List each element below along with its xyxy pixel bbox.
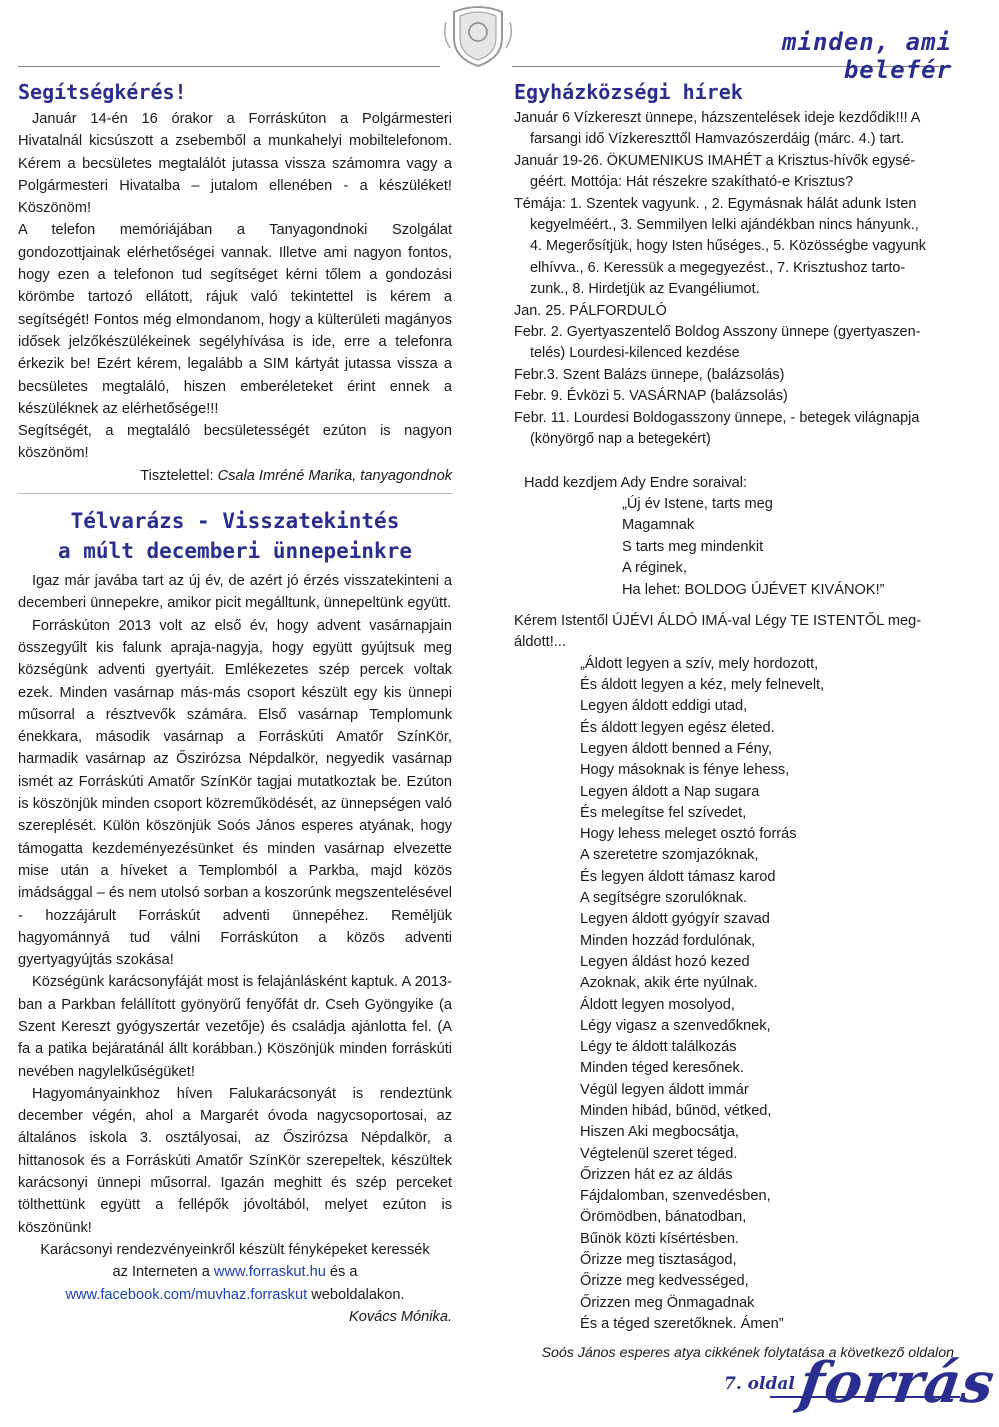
poem-line: A szeretetre szomjazóknak, [580,847,759,864]
poem-line: A réginek, [622,560,687,577]
coat-of-arms-icon [440,2,516,68]
poem-line: Őrizze meg kedvességed, [580,1273,749,1290]
help-paragraph-3: Segítségét, a megtaláló becsületességét ezúton is nagyon köszönöm! [18,423,452,462]
poem-line: És áldott legyen egész életed. [580,719,775,736]
help-title: Segítségkérés! [18,80,187,104]
help-paragraph-1: Január 14-én 16 órakor a Forráskúton a Polgármesteri Hivatalnál kicsúszott a zsebemből a munkahelyi mobiltelefonom. Kérem a becsületes megtalálót jutassa vissza számomra vagy a Polgármesteri Hivatalba – jutalom ellenében - a készüléket! Köszönöm! [18,111,452,217]
poem-line: Ha lehet: BOLDOG ÚJÉVET KIVÁNOK!” [622,581,885,598]
news-line: farsangi idő Vízkereszttől Hamvazószerdáig (márc. 4.) tart. [530,131,905,148]
poem-line: Őrizzen meg Önmagadnak [580,1294,755,1311]
poem-line: Örömödben, bánatodban, [580,1209,747,1226]
winter-paragraph-2: Forráskúton 2013 volt az első év, hogy advent vasárnapjain összegyűlt kis falunk apraja-nagyja, hogy együtt gyújtsuk meg községünk adventi gyertyáit. Emlékezetes szép percek voltak ezek. Minden vasárnap más-más csoport készült egy kis ünnepi műsorral a résztvevők számára. Első vasárnap Templomunk énekkara, második vasárnap a Forráskúti Amatőr SzínKör, harmadik vasárnap az Őszirózsa Népdalkör, negyedik vasárnap ismét az Forráskúti Amatőr SzínKör tagjai mutatkoztak be. Ezúton is köszönjük minden csoport közreműködését, az ünnepségen való szereplését. Külön köszönjük Soós János esperes atyának, hogy támogatta kezdeményezésünket és minden vasárnap elvezette mise után a híveket a Templomból a Parkba, majd közös imádsággal – és nem utolsó sorban a koszorúnk megszentelésével - hozzájárult Forráskút adventi ünnepéhez. Reméljük hagyománnyá tud válni Forráskúton a közös adventi gyertyagyújtás szokása! [18,617,453,969]
poem-line: Őrizzen hát ez az áldás [580,1166,733,1183]
poem-line: Végül legyen áldott immár [580,1081,749,1098]
help-signature [18,465,452,487]
news-title: Egyházközségi hírek [514,80,743,104]
poem-line: Hogy másoknak is fénye lehess, [580,762,790,779]
right-column [514,80,954,1364]
poem-line: És melegítse fel szívedet, [580,804,747,821]
poem-line: És áldott legyen a kéz, mely felnevelt, [580,677,825,694]
poem-intro: Hadd kezdjem Ady Endre soraival: [524,474,748,491]
news-line: Január 6 Vízkereszt ünnepe, házszentelések ideje kezdődik!!! A [514,110,921,126]
poem-line: Minden téged keresőnek. [580,1060,744,1077]
poem-line: Minden hozzád fordulónak, [580,932,756,949]
news-line: géért. Mottója: Hát részekre szakítható-e Krisztus? [530,174,854,191]
poem-line: Azoknak, akik érte nyúlnak. [580,975,758,992]
poem-line: A segítségre szorulóknak. [580,890,748,907]
prayer-intro [514,611,954,654]
header-rule-left [18,66,440,67]
news-line: (könyörgő nap a betegekért) [530,431,711,448]
poem-line: És a téged szeretőknek. Ámen” [580,1315,784,1332]
news-line: zunk., 8. Hirdetjük az Evangéliumot. [530,281,760,298]
news-line: Febr.3. Szent Balázs ünnepe, (balázsolás) [514,366,785,383]
poem-line: Legyen áldott benned a Fény, [580,740,773,757]
section-divider [18,493,452,494]
footer-rule [770,1396,960,1398]
poem-line: Légy te áldott találkozás [580,1039,737,1056]
news-line: Febr. 9. Évközi 5. VASÁRNAP (balázsolás) [514,388,788,405]
winter-title-line1: Télvarázs - Visszatekintés [70,509,400,534]
photo-line-3 [18,1284,452,1306]
news-line: Témája: 1. Szentek vagyunk. , 2. Egymásnak hálát adunk Isten [514,195,917,212]
news-line: Jan. 25. PÁLFORDULÓ [514,302,667,319]
prayer-line-2: áldott!... [514,634,566,651]
poem-line: Legyen áldást hozó kezed [580,953,750,970]
facebook-link[interactable]: www.facebook.com/muvhaz.forraskut [65,1286,308,1303]
winter-paragraph-3: Községünk karácsonyfáját most is felajánlásként kaptuk. A 2013-ban a Parkban felállított gyönyörű fenyőfát dr. Cseh Gyöngyike (a Szent Kereszt gyógyszertár vezetője) és családja ajánlotta fel. (A fa a patika bejáratánál állt korábban.) Köszönjük minden forráskúti nevében nagylelkűségüket! [18,974,452,1080]
winter-author: Kovács Mónika. [348,1308,452,1325]
winter-title [18,506,452,566]
signature-prefix: Tisztelettel: [140,467,218,484]
news-line: Január 19-26. ÖKUMENIKUS IMAHÉT a Krisztus-hívők egysé- [514,152,916,169]
poem-line: Őrizze meg tisztaságod, [580,1252,737,1269]
header-title: minden, ami belefér [782,28,952,84]
blessing-poem [580,654,954,1336]
news-list [514,108,954,451]
photo-line-2 [18,1261,452,1283]
help-paragraph-2: A telefon memóriájában a Tanyagondnoki Szolgálat gondozottjainak elérhetőségei vannak. Illetve ami nagyon fontos, hogy ezen a telefonon tud segítséget kérni tőlem a gondozási körömbe tartozó ellátott, rájuk való tekintettel is kérem a segítségét! Fontos még elmondanom, hogy a külterületi magányos idősek jelzőkészülékeinek segélyhívása is ide, erre a telefonra érkezik be! Ezért kérem, legalább a SIM kártyát jutassa vissza a becsületes megtaláló, hiszen emberéleteket érint ennek a készüléknek az elérhetősége!!! [18,222,452,417]
poem-line: Áldott legyen mosolyod, [580,996,735,1013]
poem-line: Legyen áldott a Nap sugara [580,783,760,800]
news-line: 4. Megerősítjük, hogy Isten hűséges., 5. Közösségbe vagyunk [530,238,926,255]
news-line: Febr. 11. Lourdesi Boldogasszony ünnepe, - betegek világnapja [514,409,920,426]
poem-line: S tarts meg mindenkit [622,538,764,555]
poem-line: Legyen áldott gyógyír szavad [580,911,770,928]
poem-line: „Új év Istene, tarts meg [622,495,773,512]
continuation-note: Soós János esperes atya cikkének folytatása a következő oldalon [541,1345,954,1362]
poem-line: Hiszen Aki megbocsátja, [580,1124,739,1141]
poem-line: És legyen áldott támasz karod [580,868,776,885]
winter-paragraph-4: Hagyományainkhoz híven Falukarácsonyát is rendeztünk december végén, ahol a Margarét óvoda nagycsoportosai, az általános iskola 3. osztályosai, az Őszirózsa Népdalkör, a hittanosok és a Forráskúti Amatőr SzínKör szerepeltek, készültek karácsonyi ünnepi műsorral. Igazán meghitt és szép perceket tölthettünk együtt a fellépők jóvoltából, melyet ezúton is köszönünk! [18,1085,452,1236]
photo-line-1: Karácsonyi rendezvényeinkről készült fényképeket keressék [40,1241,430,1258]
signature-name: Csala Imréné Marika, tanyagondnok [217,467,452,484]
news-line: Febr. 2. Gyertyaszentelő Boldog Asszony ünnepe (gyertyaszen- [514,324,921,341]
news-line: kegyelméért., 3. Semmilyen lelki ajándékban nincs hányunk., [530,217,919,234]
poem-line: Fájdalomban, szenvedésben, [580,1188,771,1205]
poem-line: „Áldott legyen a szív, mely hordozott, [580,655,819,672]
prayer-line-1: Kérem Istentől ÚJÉVI ÁLDÓ IMÁ-val Légy TE ISTENTŐL meg- [514,612,922,629]
poem-line: Legyen áldott eddigi utad, [580,698,748,715]
winter-title-line2: a múlt decemberi ünnepeinkre [57,539,412,564]
news-line: elhívva., 6. Keressük a megegyezést., 7. Krisztushoz tarto- [530,259,906,276]
photo-line-3-suffix: weboldalakon. [307,1286,405,1303]
photo-line-2-suffix: és a [325,1264,358,1281]
poem-line: Légy vigasz a szenvedőknek, [580,1017,771,1034]
poem-line: Magamnak [622,517,695,534]
poem-line: Minden hibád, bűnöd, vétked, [580,1102,772,1119]
forras-logo: forrás [795,1350,999,1416]
left-column [18,80,452,1328]
poem-line: Hogy lehess meleget osztó forrás [580,826,797,843]
forraskut-link[interactable]: www.forraskut.hu [213,1264,326,1281]
poem-line: Bűnök közti kísértésben. [580,1230,739,1247]
winter-paragraph-1: Igaz már javába tart az új év, de azért jó érzés visszatekinteni a decemberi ünnepekre, amikor picit megálltunk, ünnepeltünk együtt. [18,573,452,612]
ady-poem [622,494,954,601]
poem-line: Végtelenül szeret téged. [580,1145,738,1162]
news-line: telés) Lourdesi-kilenced kezdése [530,345,740,362]
page-number: 7. oldal [724,1374,795,1394]
photo-line-2-prefix: az Interneten a [112,1264,214,1281]
